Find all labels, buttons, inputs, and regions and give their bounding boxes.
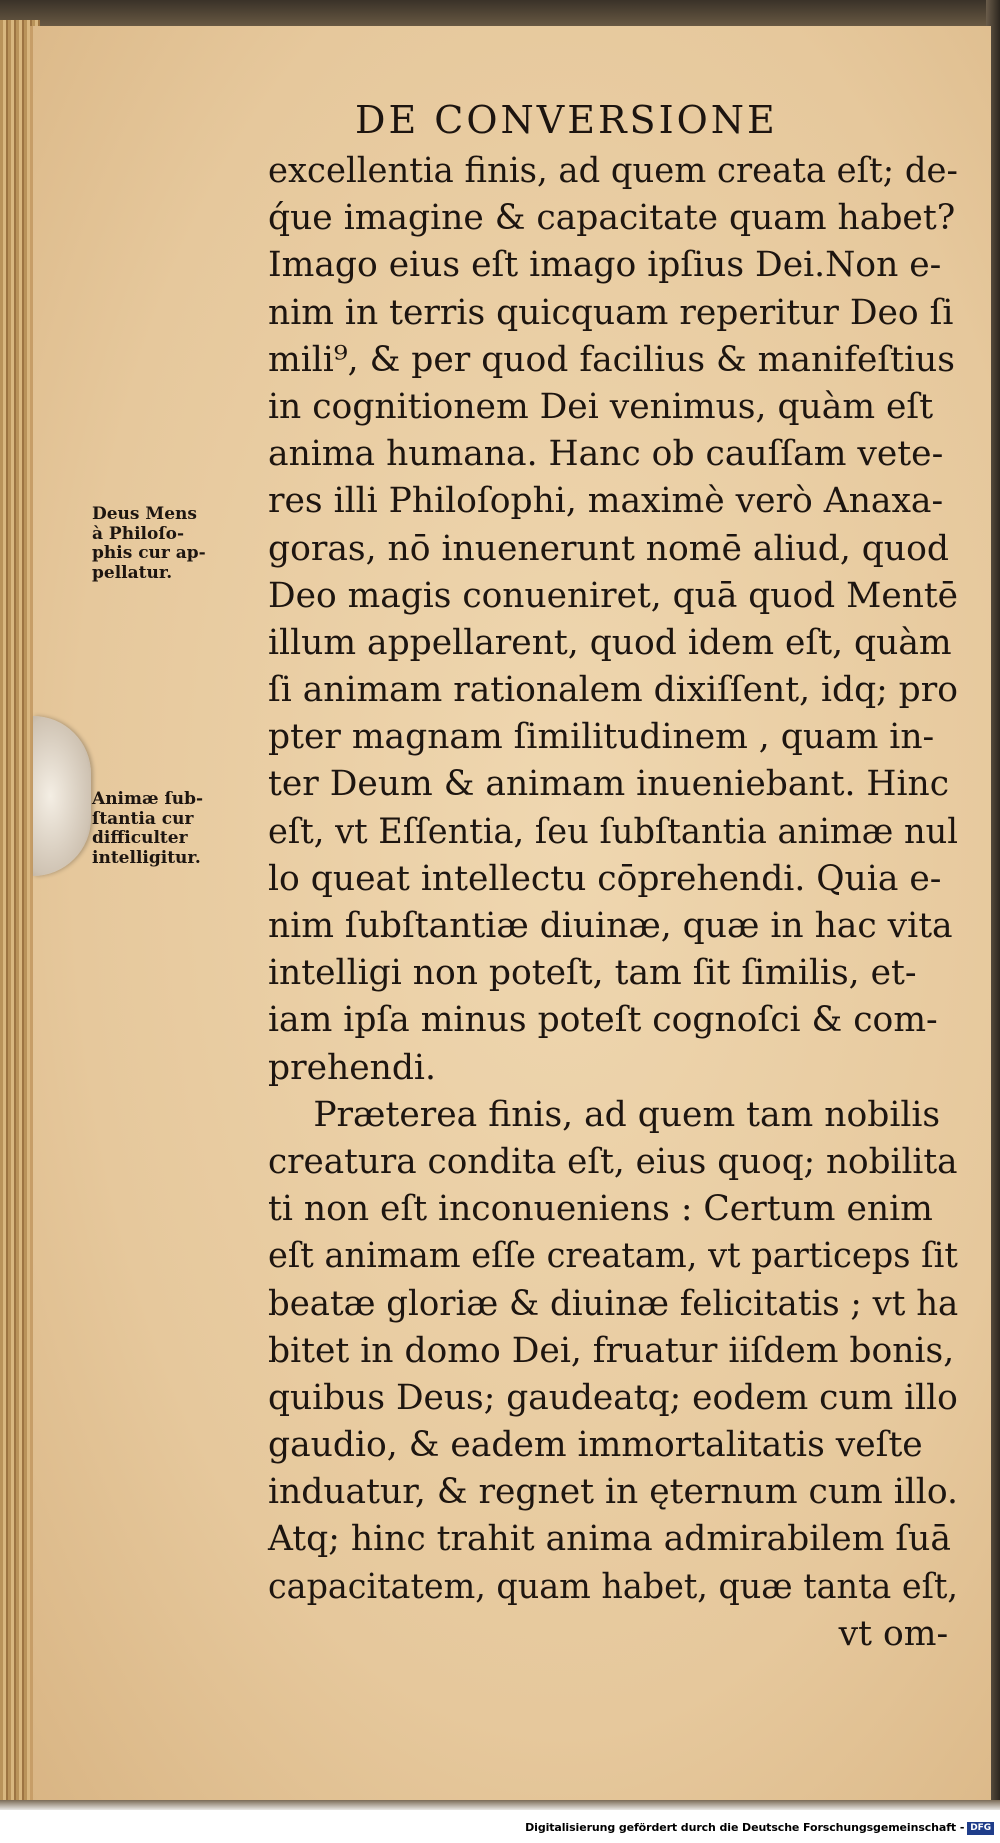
marginal-note-line: pellatur. [92, 562, 173, 583]
funding-credit [525, 1821, 994, 1835]
marginal-note-animae-substantia [92, 790, 267, 868]
text-line: bitet in domo Dei, fruatur iiſdem bonis, [268, 1330, 955, 1371]
marginal-note-line: Deus Mens [92, 504, 197, 524]
text-line: eſt, vt Eſſentia, ſeu ſubſtantia animæ nul [268, 811, 959, 852]
text-line: ti non eſt inconueniens : Certum enim [268, 1189, 933, 1230]
text-line: mili⁹, & per quod facilius & manifeſtius [268, 339, 955, 380]
scan-background-top [0, 0, 1000, 28]
marginal-note-line: ſtantia cur [92, 808, 194, 829]
text-line: gaudio, & eadem immortalitatis veſte [268, 1425, 923, 1466]
text-line: iam ipſa minus poteſt cognoſci & com- [268, 1000, 938, 1041]
text-line: creatura condita eſt, eius quoq; nobilita [268, 1141, 958, 1182]
text-line: prehendi. [268, 1047, 436, 1088]
dfg-logo: DFG [967, 1822, 994, 1835]
funding-credit-text: Digitalisierung gefördert durch die Deutsche Forschungsgemeinschaft - [525, 1821, 965, 1834]
text-line: capacitatem, quam habet, quæ tanta eſt, [268, 1566, 959, 1607]
text-line: res illi Philoſophi, maximè verò Anaxa- [268, 481, 944, 522]
marginal-note-line: Animæ ſub- [92, 789, 204, 809]
marginal-note-deus-mens [92, 505, 267, 583]
page-clip [33, 716, 91, 876]
text-line: anima humana. Hanc ob cauſſam vete- [268, 434, 944, 475]
text-line: q́ue imagine & capacitate quam habet? [268, 198, 956, 239]
text-line: ter Deum & animam inueniebant. Hinc [268, 764, 950, 805]
marginal-note-line: difficulter [92, 828, 188, 848]
text-line: Imago eius eſt imago ipſius Dei.Non e- [268, 245, 942, 286]
text-line: induatur, & regnet in ęternum cum illo. [268, 1472, 958, 1513]
text-line: Atq; hinc trahit anima admirabilem ſuā [268, 1519, 951, 1560]
body-text [268, 148, 968, 1658]
text-line: intelligi non poteſt, tam ſit ſimilis, et- [268, 953, 917, 994]
text-line: eſt animam eſſe creatam, vt particeps ſit [268, 1236, 958, 1277]
text-line: excellentia finis, ad quem creata eſt; de- [268, 151, 958, 191]
marginal-note-line: à Philoſo- [92, 523, 185, 544]
text-line: goras, nō inuenerunt nomē aliud, quod [268, 528, 949, 569]
text-line: beatæ gloriæ & diuinæ felicitatis ; vt ha [268, 1283, 959, 1324]
text-line: quibus Deus; gaudeatq; eodem cum illo [268, 1377, 958, 1418]
text-line: nim ſubſtantiæ diuinæ, quæ in hac vita [268, 906, 953, 946]
running-header: DE CONVERSIONE [355, 98, 778, 142]
marginal-note-line: phis cur ap- [92, 543, 206, 563]
text-line: Deo magis conueniret, quā quod Mentē [268, 575, 959, 616]
text-line: illum appellarent, quod idem eſt, quàm [268, 622, 952, 663]
text-line: pter magnam ſimilitudinem , quam in- [268, 717, 935, 758]
catchword: vt om- [838, 1613, 949, 1654]
text-line-paragraph-start: Præterea finis, ad quem tam nobilis [313, 1094, 941, 1135]
text-line: nim in terris quicquam reperitur Deo ſi [268, 292, 954, 333]
marginal-note-line: intelligitur. [92, 847, 201, 868]
text-line: lo queat intellectu cōprehendi. Quia e- [268, 858, 942, 899]
text-line: ſi animam rationalem dixiſſent, idq; pro [268, 670, 958, 711]
text-line: in cognitionem Dei venimus, quàm eſt [268, 386, 934, 427]
